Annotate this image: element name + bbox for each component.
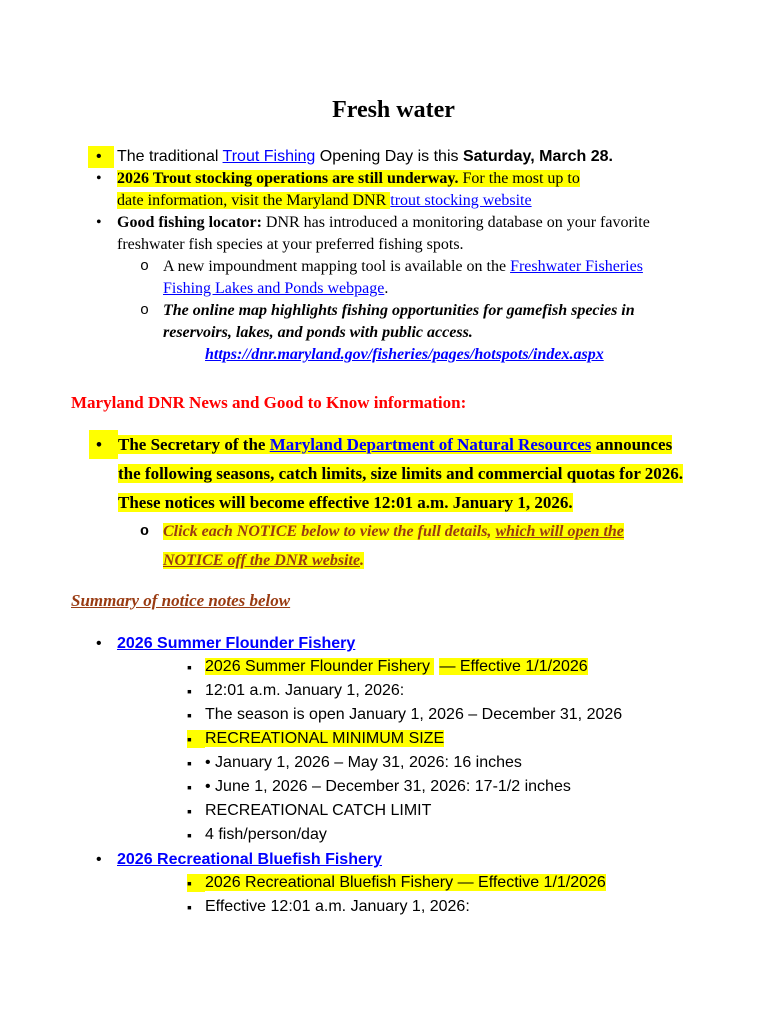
summer-flounder-items	[0, 658, 767, 844]
square-bullet-icon: ▪	[187, 755, 192, 771]
square-bullet-icon: ▪	[187, 899, 192, 915]
bullet-icon: •	[89, 430, 118, 459]
hotspots-url-line	[0, 344, 767, 366]
square-bullet-icon: ▪	[187, 707, 192, 723]
text-run: reservoirs, lakes, and ponds with public access.	[163, 324, 473, 341]
square-bullet-icon: ▪	[187, 779, 192, 795]
bullet-icon: •	[88, 146, 114, 168]
secretary-line1	[0, 430, 767, 459]
bullet-trout-stocking	[0, 168, 767, 190]
text-run: 12:01 a.m. January 1, 2026:	[205, 682, 405, 699]
text-run: Saturday, March 28.	[462, 148, 613, 165]
sub-bullet-mapping-tool-line2	[0, 278, 767, 300]
bullet-trout-stocking-line2	[0, 190, 767, 212]
summary-heading	[71, 590, 767, 612]
text-run: .	[360, 552, 365, 569]
text-run: A new impoundment mapping tool is available on the	[163, 258, 511, 275]
circle-bullet-icon: o	[140, 258, 150, 275]
text-run: The online map highlights fishing opportunities for gamefish species in	[163, 302, 635, 319]
text-run: the following seasons, catch limits, size limits and commercial quotas for 2026.	[118, 464, 684, 483]
list-item	[0, 658, 767, 676]
list-item	[0, 778, 767, 796]
circle-bullet-icon: o	[140, 302, 150, 319]
freshwater-fisheries-webpage-link[interactable]: Fishing Lakes and Ponds webpage	[163, 280, 385, 297]
news-heading: Maryland DNR News and Good to Know information:	[71, 393, 467, 412]
square-bullet-icon: ▪	[187, 683, 192, 699]
secretary-line3	[0, 488, 767, 517]
text-run: • June 1, 2026 – December 31, 2026: 17-1/2 inches	[205, 778, 571, 795]
click-notice-line1	[0, 517, 767, 546]
list-item	[0, 682, 767, 700]
text-run: For the most up to	[458, 170, 580, 187]
list-item	[0, 826, 767, 844]
summer-flounder-fishery-link[interactable]: 2026 Summer Flounder Fishery	[117, 635, 356, 652]
square-bullet-icon: ▪	[187, 659, 192, 675]
bullet-icon: •	[96, 170, 102, 187]
text-run: Effective 12:01 a.m. January 1, 2026:	[205, 898, 470, 915]
sub-bullet-online-map	[0, 300, 767, 322]
text-run: which will open the	[495, 523, 624, 540]
list-item	[0, 706, 767, 724]
bullet-fishing-locator	[0, 212, 767, 234]
sub-bullet-mapping-tool	[0, 256, 767, 278]
text-run: 2026 Recreational Bluefish Fishery — Effective 1/1/2026	[205, 874, 606, 891]
trout-fishing-link[interactable]: Trout Fishing	[222, 148, 316, 165]
text-run: Click each NOTICE below to view the full details,	[163, 523, 496, 540]
text-run: date information, visit the Maryland DNR	[117, 192, 391, 209]
square-bullet-icon: ▪	[187, 730, 205, 748]
text-run: NOTICE off the DNR website	[163, 552, 361, 569]
text-run: 2026 Trout stocking operations are still underway.	[117, 170, 459, 187]
text-run: The Secretary of the	[118, 435, 270, 454]
square-bullet-icon: ▪	[187, 827, 192, 843]
recreational-bluefish-fishery-link[interactable]: 2026 Recreational Bluefish Fishery	[117, 851, 382, 868]
sub-bullet-online-map-line2	[0, 322, 767, 344]
click-notice-line2	[0, 546, 767, 575]
square-bullet-icon: ▪	[187, 803, 192, 819]
text-run: RECREATIONAL CATCH LIMIT	[205, 802, 432, 819]
text-run: freshwater fish species at your preferred fishing spots.	[117, 236, 464, 253]
hotspots-url-link[interactable]: https://dnr.maryland.gov/fisheries/pages/hotspots/index.aspx	[205, 346, 604, 363]
secretary-line2	[0, 459, 767, 488]
text-run: Opening Day is this	[315, 148, 463, 165]
maryland-dnr-link[interactable]: Maryland Department of Natural Resources	[269, 435, 592, 454]
text-run: The traditional	[117, 148, 223, 165]
text-run: 2026 Summer Flounder Fishery	[205, 658, 435, 675]
text-run: These notices will become effective 12:01 a.m. January 1, 2026.	[118, 493, 573, 512]
page-title: Fresh water	[332, 97, 455, 123]
bluefish-items	[0, 874, 767, 916]
circle-bullet-icon: o	[140, 523, 150, 540]
text-run: announces	[591, 435, 673, 454]
bullet-icon: •	[96, 851, 102, 868]
text-run: Good fishing locator:	[117, 214, 262, 231]
click-notice-note	[0, 517, 767, 575]
bluefish-bullet	[0, 850, 767, 870]
bullet-icon: •	[96, 214, 102, 231]
text-run: DNR has introduced a monitoring database on your favorite	[261, 214, 650, 231]
text-run: • January 1, 2026 – May 31, 2026: 16 inches	[205, 754, 522, 771]
bullet-trout-opening-day	[0, 146, 767, 168]
list-item	[0, 802, 767, 820]
list-item	[0, 730, 767, 748]
text-run: The season is open January 1, 2026 – December 31, 2026	[205, 706, 623, 723]
summary-heading-text: Summary of notice notes below	[71, 591, 291, 610]
list-item	[0, 754, 767, 772]
text-run: — Effective 1/1/2026	[439, 658, 588, 675]
text-run: .	[384, 280, 389, 297]
intro-section	[0, 146, 767, 366]
bullet-fishing-locator-line2	[0, 234, 767, 256]
trout-stocking-website-link[interactable]: trout stocking website	[390, 192, 532, 209]
secretary-announcement	[0, 430, 767, 517]
summer-flounder-bullet	[0, 634, 767, 654]
text-run: RECREATIONAL MINIMUM SIZE	[205, 730, 445, 747]
text-run: 4 fish/person/day	[205, 826, 327, 843]
bullet-icon: •	[96, 635, 102, 652]
list-item	[0, 898, 767, 916]
square-bullet-icon: ▪	[187, 874, 205, 892]
list-item	[0, 874, 767, 892]
freshwater-fisheries-webpage-link[interactable]: Freshwater Fisheries	[510, 258, 643, 275]
summary-list	[0, 634, 767, 916]
